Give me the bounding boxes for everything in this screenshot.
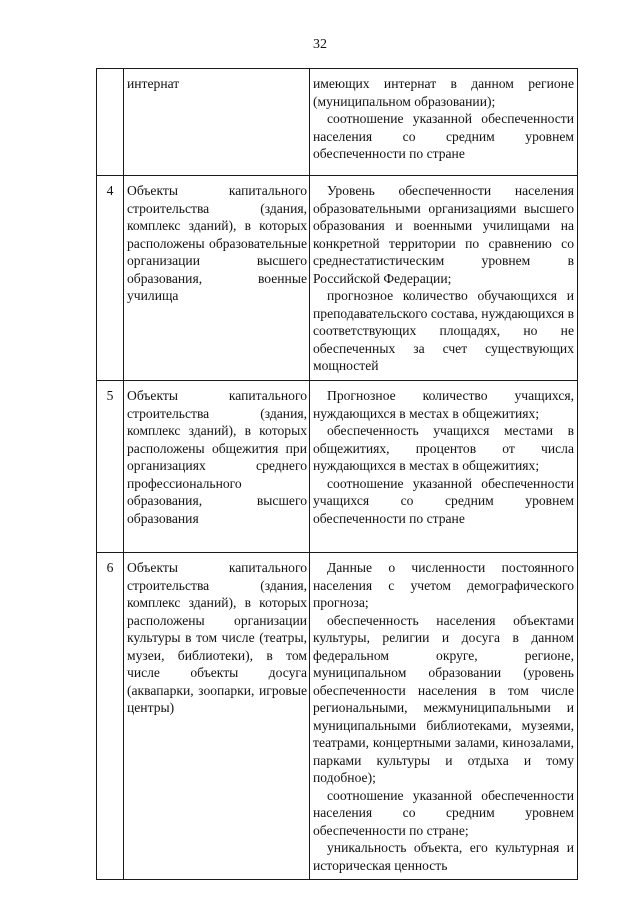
criteria-paragraph: обеспеченность населения объектами культуры, религии и досуга в данном федеральном округе, регионе, муниципальном образовании (уровень обеспеченности населения в том числе региональными, межмуниципальными и муниципальными библиотеками, музеями, театрами, концертными залами, кинозалами, парками культуры и отдыха и тому подобное); [313, 612, 574, 785]
criteria-paragraph: имеющих интернат в данном регионе (муниципальном образовании); [313, 76, 574, 109]
table-row [97, 553, 578, 880]
criteria-table [96, 68, 578, 880]
criteria-paragraph: Прогнозное количество учащихся, нуждающихся в местах в общежитиях; [313, 388, 574, 421]
criteria-paragraph: Уровень обеспеченности населения образовательными организациями высшего образования и военными училищами на конкретной территории по сравнению со среднестатистическим уровнем в Российской Федерации; [313, 183, 574, 286]
row-number-cell: 5 [97, 381, 124, 553]
criteria-cell [310, 381, 578, 553]
criteria-paragraph: соотношение указанной обеспеченности населения со средним уровнем обеспеченности по стране; [313, 787, 574, 838]
page-number: 32 [313, 37, 327, 52]
criteria-paragraph: соотношение указанной обеспеченности учащихся со средним уровнем обеспеченности по стране [313, 475, 574, 526]
criteria-paragraph: Данные о численности постоянного населения с учетом демографического прогноза; [313, 560, 574, 610]
row-number-cell [97, 69, 124, 176]
criteria-cell [310, 69, 578, 176]
criteria-cell [310, 553, 578, 880]
object-cell: Объекты капитального строительства (здания, комплекс зданий), в которых расположены образовательные организации высшего образования, военные училища [124, 176, 310, 381]
row-number-cell: 4 [97, 176, 124, 381]
criteria-paragraph: соотношение указанной обеспеченности населения со средним уровнем обеспеченности по стране [313, 111, 574, 161]
criteria-paragraph: прогнозное количество обучающихся и преподавательского состава, нуждающихся в соответствующих площадях, но не обеспеченных за счет существующих мощностей [313, 288, 574, 373]
object-cell: Объекты капитального строительства (здания, комплекс зданий), в которых расположены общежития при организациях среднего профессионального образования, высшего образования [124, 381, 310, 553]
row-number-cell: 6 [97, 553, 124, 880]
table-row [97, 69, 578, 176]
criteria-paragraph: уникальность объекта, его культурная и историческая ценность [313, 840, 574, 873]
object-cell: интернат [124, 69, 310, 176]
criteria-paragraph: обеспеченность учащихся местами в общежитиях, процентов от числа нуждающихся в местах в общежитиях; [313, 423, 574, 473]
table-row [97, 381, 578, 553]
criteria-cell [310, 176, 578, 381]
object-cell: Объекты капитального строительства (здания, комплекс зданий), в которых расположены организации культуры в том числе (театры, музеи, библиотеки), в том числе объекты досуга (аквапарки, зоопарки, игровые центры) [124, 553, 310, 880]
table-row [97, 176, 578, 381]
